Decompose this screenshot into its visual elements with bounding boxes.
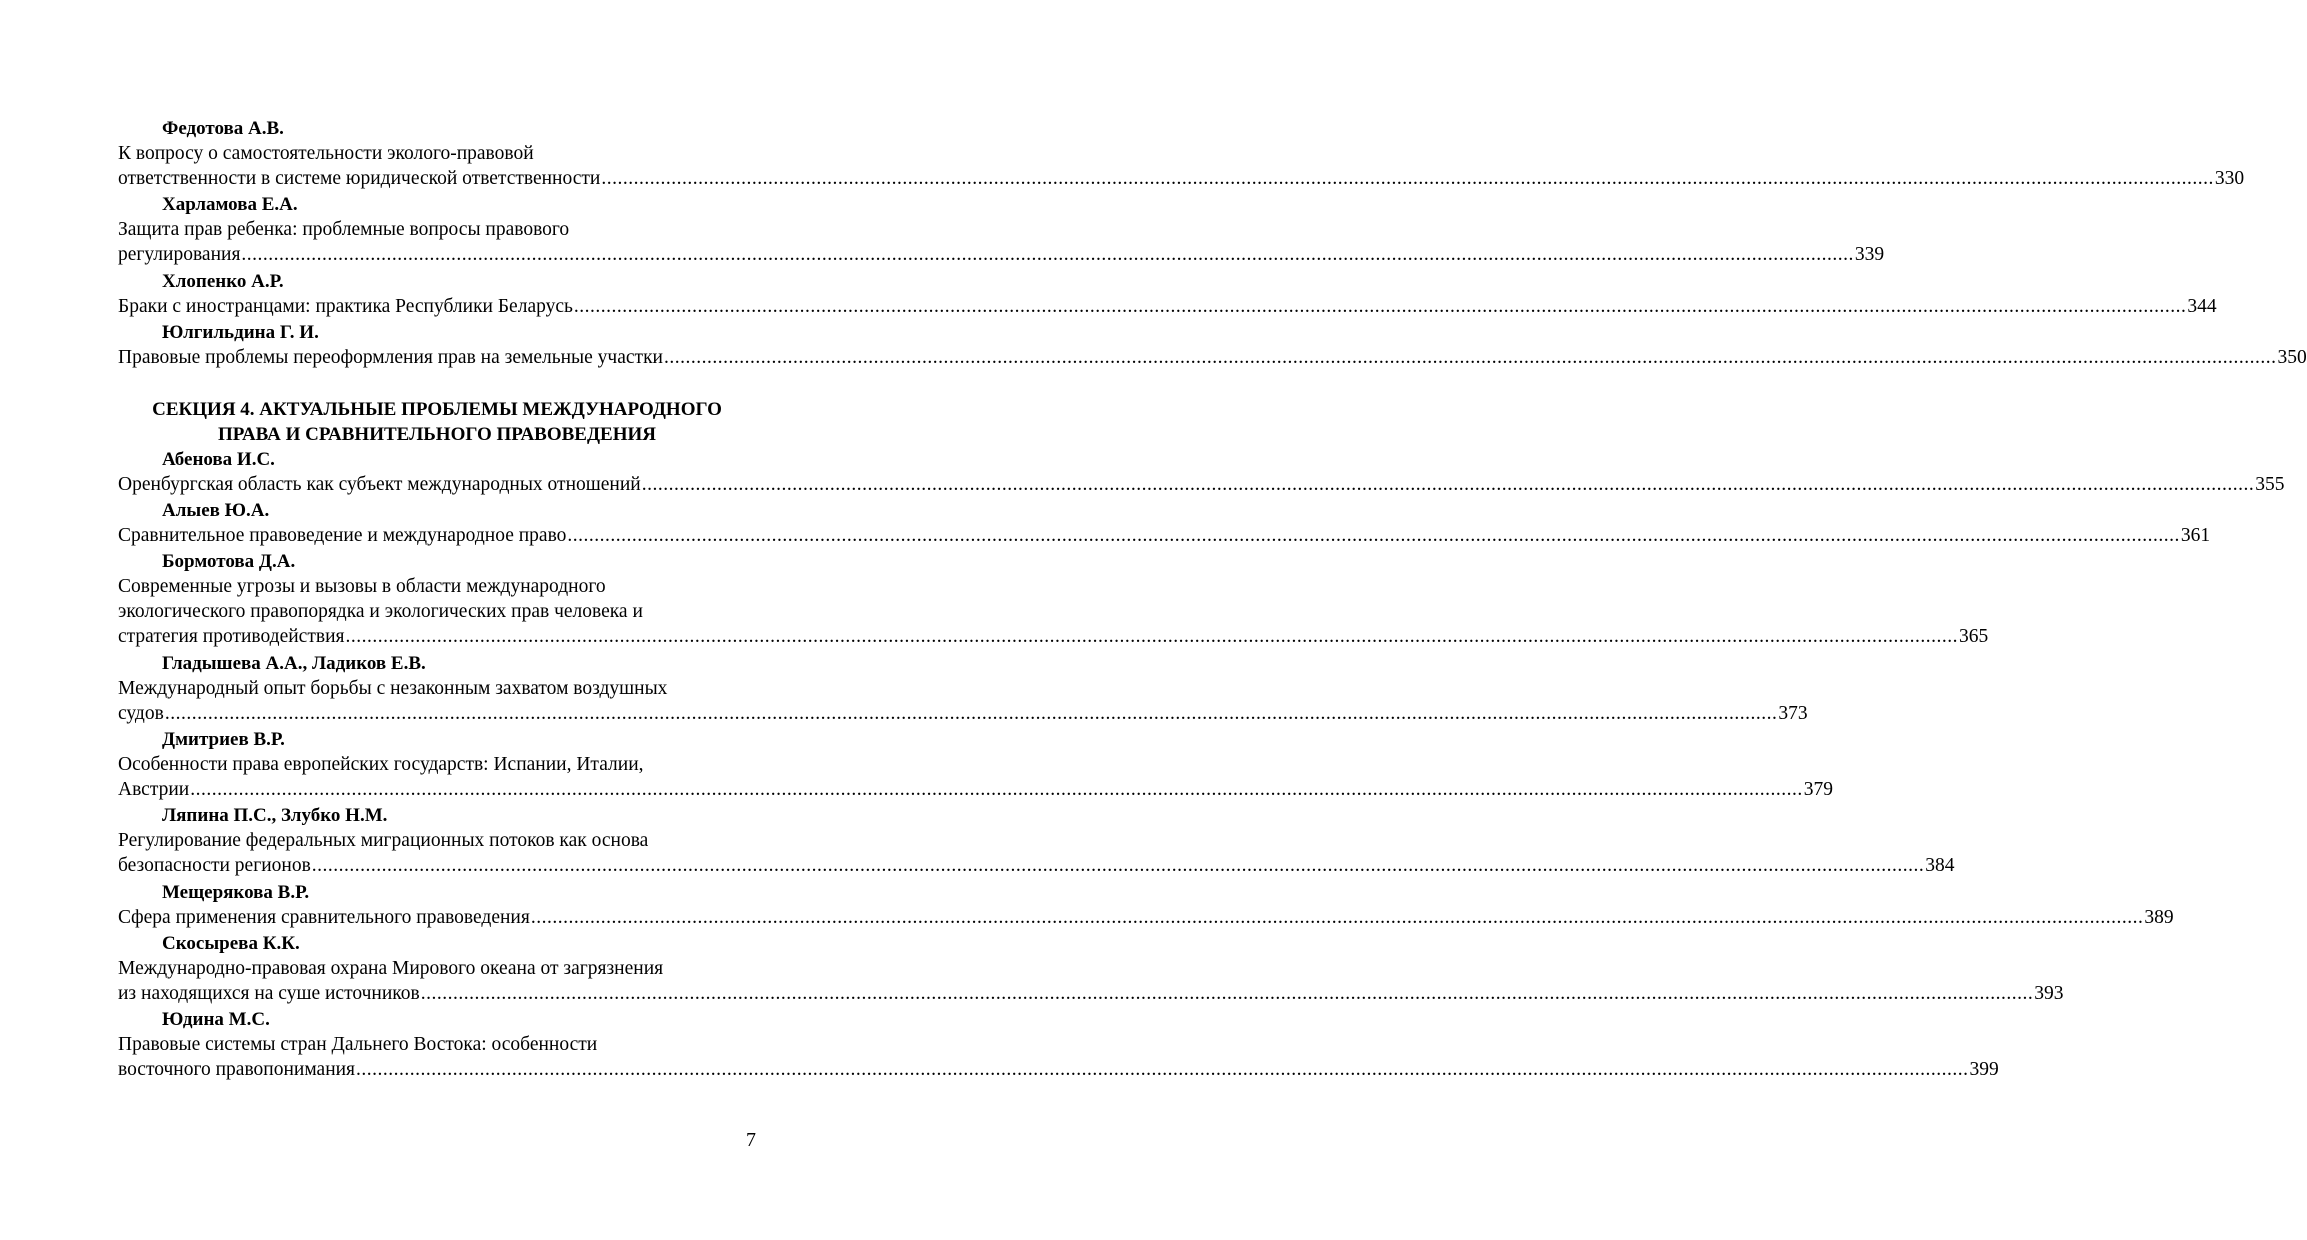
- entry-page-number[interactable]: 361: [2180, 525, 2211, 547]
- entry-title-end: безопасности регионов: [118, 855, 311, 877]
- toc-entry[interactable]: [118, 498, 2211, 548]
- entry-last-line: [118, 242, 1885, 267]
- toc-entry[interactable]: [118, 549, 1989, 649]
- dot-leader: ............................................................................................................................................................................................................................................................................................................: [356, 1059, 1969, 1081]
- entry-title-line: Международно-правовая охрана Мирового океана от загрязнения: [118, 957, 664, 979]
- entry-title-end: судов: [118, 702, 164, 724]
- entry-title-end: Австрии: [118, 779, 190, 801]
- entry-author: Абенова И.С.: [162, 448, 275, 470]
- entry-title-end: Сравнительное правоведение и международное право: [118, 525, 567, 547]
- toc-entry[interactable]: [118, 803, 1955, 878]
- entry-title-line: Особенности права европейских государств: Испании, Италии,: [118, 754, 644, 776]
- table-of-contents: [118, 116, 2307, 1084]
- dot-leader: ............................................................................................................................................................................................................................................................................................................: [641, 473, 2255, 495]
- dot-leader: ............................................................................................................................................................................................................................................................................................................: [663, 346, 2277, 368]
- entry-last-line: [118, 523, 2211, 548]
- dot-leader: ............................................................................................................................................................................................................................................................................................................: [311, 855, 1925, 877]
- entry-title-end: Правовые проблемы переоформления прав на земельные участки: [118, 346, 663, 368]
- dot-leader: ............................................................................................................................................................................................................................................................................................................: [567, 525, 2180, 547]
- entry-title-line: Правовые системы стран Дальнего Востока: особенности: [118, 1034, 598, 1056]
- entry-title-end: Оренбургская область как субъект международных отношений: [118, 473, 641, 495]
- dot-leader: ............................................................................................................................................................................................................................................................................................................: [241, 244, 1854, 266]
- entry-title-end: Сфера применения сравнительного правоведения: [118, 906, 530, 928]
- dot-leader: ............................................................................................................................................................................................................................................................................................................: [420, 982, 2034, 1004]
- entry-author: Мещерякова В.Р.: [162, 881, 310, 903]
- entry-page-number[interactable]: 399: [1969, 1059, 1999, 1081]
- entry-page-number[interactable]: 389: [2144, 906, 2174, 928]
- toc-entry[interactable]: [118, 269, 2217, 319]
- dot-leader: ............................................................................................................................................................................................................................................................................................................: [164, 702, 1778, 724]
- entry-author: Харламова Е.А.: [162, 194, 298, 216]
- entry-title-line: экологического правопорядка и экологических прав человека и: [118, 601, 643, 623]
- toc-entry[interactable]: [118, 880, 2174, 930]
- entry-author: Скосырева К.К.: [162, 932, 300, 954]
- entry-title-end: ответственности в системе юридической ответственности: [118, 168, 601, 189]
- entry-page-number[interactable]: 384: [1925, 855, 1955, 877]
- toc-entry[interactable]: [118, 1007, 1999, 1082]
- toc-entry[interactable]: [118, 651, 1808, 726]
- entry-title-line: К вопросу о самостоятельности эколого-правовой: [118, 143, 534, 164]
- entry-last-line: [118, 472, 2285, 497]
- entry-author: Юдина М.С.: [162, 1009, 270, 1031]
- toc-section: [118, 397, 2285, 1082]
- entry-page-number[interactable]: 330: [2214, 168, 2245, 189]
- entry-author: Хлопенко А.Р.: [162, 270, 284, 292]
- page-number: 7: [746, 1129, 756, 1151]
- entry-title-line: Международный опыт борьбы с незаконным захватом воздушных: [118, 677, 668, 699]
- dot-leader: ............................................................................................................................................................................................................................................................................................................: [345, 626, 1958, 648]
- toc-entry[interactable]: [118, 447, 2285, 497]
- entry-author: Гладышева А.А., Ладиков Е.В.: [162, 652, 426, 674]
- entry-title-end: стратегия противодействия: [118, 626, 345, 648]
- entry-page-number[interactable]: 355: [2255, 473, 2285, 495]
- entry-author: Дмитриев В.Р.: [162, 729, 285, 751]
- entry-page-number[interactable]: 350: [2277, 346, 2307, 368]
- entry-author: Федотова А.В.: [162, 118, 284, 139]
- toc-entry[interactable]: [118, 931, 2064, 1006]
- entry-author: Бормотова Д.А.: [162, 551, 296, 573]
- toc-section: [118, 116, 2307, 370]
- toc-entry[interactable]: [118, 116, 2245, 191]
- entry-last-line: [118, 853, 1955, 878]
- toc-entry[interactable]: [118, 320, 2307, 370]
- entry-last-line: [118, 981, 2064, 1006]
- entry-title-end: из находящихся на суше источников: [118, 982, 420, 1004]
- entry-page-number[interactable]: 393: [2034, 982, 2064, 1004]
- entry-title-line: Современные угрозы и вызовы в области международного: [118, 576, 606, 598]
- entry-author: Юлгильдина Г. И.: [162, 321, 319, 343]
- entry-last-line: [118, 166, 2245, 191]
- entry-page-number[interactable]: 373: [1778, 702, 1808, 724]
- entry-title-line: Защита прав ребенка: проблемные вопросы правового: [118, 219, 570, 241]
- entry-last-line: [118, 624, 1989, 649]
- entry-title-end: Браки с иностранцами: практика Республики Беларусь: [118, 295, 573, 317]
- entry-author: Алыев Ю.А.: [162, 500, 270, 522]
- dot-leader: ............................................................................................................................................................................................................................................................................................................: [190, 779, 1803, 801]
- entry-page-number[interactable]: 344: [2187, 295, 2217, 317]
- entry-page-number[interactable]: 379: [1803, 779, 1833, 801]
- entry-last-line: [118, 1057, 1999, 1082]
- entry-last-line: [118, 701, 1808, 726]
- section-title-line: СЕКЦИЯ 4. АКТУАЛЬНЫЕ ПРОБЛЕМЫ МЕЖДУНАРОДНОГО: [152, 398, 722, 420]
- entry-title-end: регулирования: [118, 244, 241, 266]
- section-title-line: ПРАВА И СРАВНИТЕЛЬНОГО ПРАВОВЕДЕНИЯ: [217, 423, 656, 445]
- entry-page-number[interactable]: 339: [1854, 244, 1885, 266]
- section-title: [118, 397, 756, 447]
- entry-last-line: [118, 345, 2307, 370]
- toc-entry[interactable]: [118, 727, 1833, 802]
- entry-page-number[interactable]: 365: [1958, 626, 1989, 648]
- entry-last-line: [118, 294, 2217, 319]
- dot-leader: ............................................................................................................................................................................................................................................................................................................: [573, 295, 2187, 317]
- entry-title-end: восточного правопонимания: [118, 1059, 356, 1081]
- entry-last-line: [118, 777, 1833, 802]
- entry-last-line: [118, 905, 2174, 930]
- toc-entry[interactable]: [118, 192, 1885, 267]
- dot-leader: ............................................................................................................................................................................................................................................................................................................: [601, 168, 2214, 189]
- entry-title-line: Регулирование федеральных миграционных потоков как основа: [118, 830, 649, 852]
- entry-author: Ляпина П.С., Злубко Н.М.: [162, 805, 388, 827]
- dot-leader: ............................................................................................................................................................................................................................................................................................................: [530, 906, 2144, 928]
